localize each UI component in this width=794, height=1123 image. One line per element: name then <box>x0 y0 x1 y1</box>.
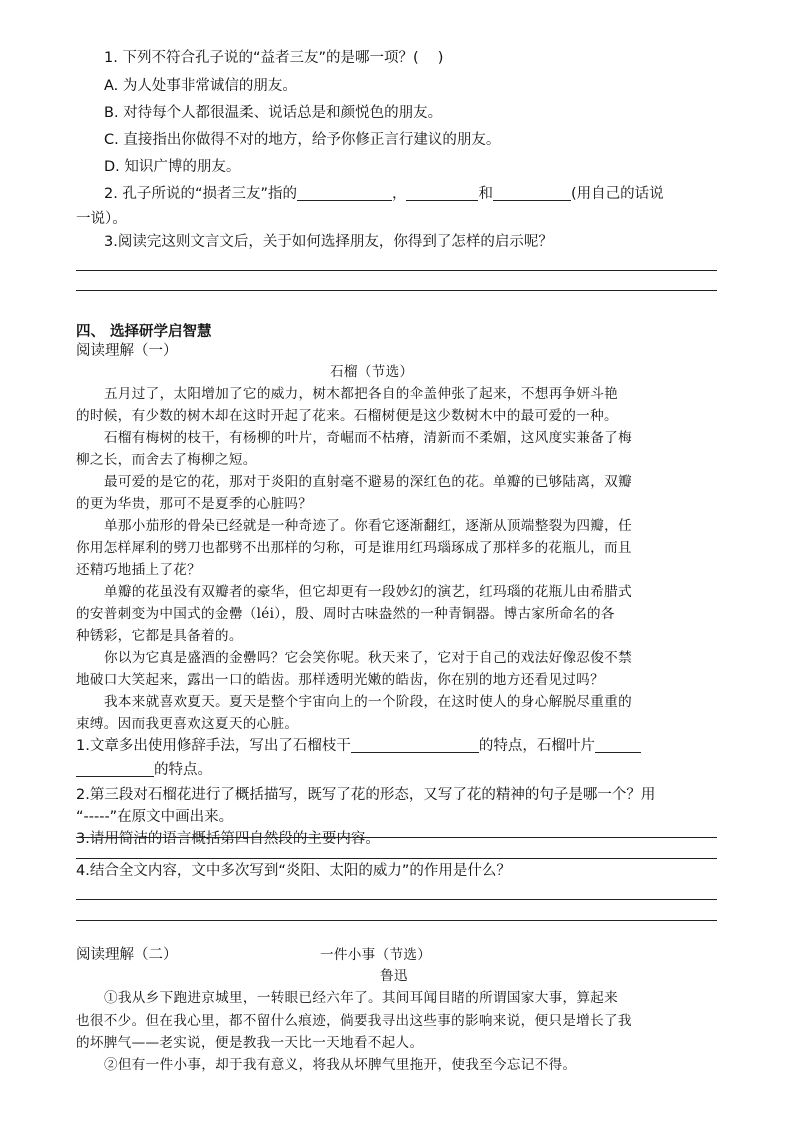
question-3: 3.阅读完这则文言文后，关于如何选择朋友，你得到了怎样的启示呢？ <box>104 234 553 250</box>
answer-blank-leaf-cont[interactable] <box>76 762 154 777</box>
passage-1-line: 地破口大笑起来，露出一口的皓齿。那样透明光嫩的皓齿，你在别的地方还看见过吗？ <box>76 672 604 688</box>
reading-2-title: 一件小事（节选） <box>320 947 432 963</box>
reading-1-question-2: 2.第三段对石榴花进行了概括描写，既写了花的形态，又写了花的精神的句子是哪一个？用 <box>76 787 656 803</box>
passage-1-line: 单那小茄形的骨朵已经就是一种奇迹了。你看它逐渐翻红，逐渐从顶端整裂为四瓣，任 <box>104 518 632 534</box>
passage-1-line: 的更为华贵，那可不是夏季的心脏吗？ <box>76 496 313 512</box>
option-d: D. 知识广博的朋友。 <box>104 159 241 175</box>
passage-1-line: 单瓣的花虽没有双瓣者的豪华，但它却更有一段妙幻的演艺，红玛瑙的花瓶儿由希腊式 <box>104 584 632 600</box>
passage-1-line: 的时候，有少数的树木却在这时开起了花来。石榴树便是这少数树木中的最可爱的一种。 <box>76 408 618 424</box>
reading-2-label: 阅读理解（二） <box>76 947 178 963</box>
answer-blank-2[interactable] <box>406 186 478 201</box>
answer-line[interactable] <box>76 270 717 271</box>
passage-1-line: 石榴有梅树的枝干，有杨柳的叶片，奇崛而不枯瘠，清新而不柔媚，这风度实兼备了梅 <box>104 430 632 446</box>
answer-line[interactable] <box>76 837 717 838</box>
option-c: C. 直接指出你做得不对的地方，给予你修正言行建议的朋友。 <box>104 132 501 148</box>
question-1: 1. 下列不符合孔子说的“益者三友”的是哪一项？( ) <box>104 50 444 66</box>
reading-1-question-1 <box>76 736 641 756</box>
answer-blank-leaf[interactable] <box>595 738 641 753</box>
passage-1-line: 还精巧地插上了花？ <box>76 562 202 578</box>
reading-1-question-4: 4.结合全文内容，文中多次写到“炎阳、太阳的威力”的作用是什么？ <box>76 863 511 879</box>
option-a: A. 为人处事非常诚信的朋友。 <box>104 78 297 94</box>
answer-line[interactable] <box>76 920 717 921</box>
reading-1-title: 石榴（节选） <box>330 364 414 380</box>
passage-1-line: 你以为它真是盛酒的金罍吗？它会笑你呢。秋天来了，它对于自己的戏法好像忍俊不禁 <box>104 650 632 666</box>
passage-1-line: 的安普刺变为中国式的金罍（léi），殷、周时古味盎然的一种青铜器。博古家所命名的各 <box>76 606 615 622</box>
question-2-prefix: 2. 孔子所说的“损者三友”指的 <box>104 186 297 202</box>
passage-1-line: 我本来就喜欢夏天。夏天是整个宇宙向上的一个阶段，在这时使人的身心解脱尽重重的 <box>104 694 632 710</box>
passage-1-line: 五月过了，太阳增加了它的威力，树木都把各自的伞盖伸张了起来，不想再争妍斗艳 <box>104 386 619 402</box>
passage-2-line: 的坏脾气——老实说，便是教我一天比一天地看不起人。 <box>76 1035 424 1051</box>
option-b: B. 对待每个人都很温柔、说话总是和颜悦色的朋友。 <box>104 105 443 121</box>
reading-1-question-3: 3.请用简洁的语言概括第四自然段的主要内容。 <box>76 831 380 847</box>
r1-q1-part-b: 的特点，石榴叶片 <box>478 738 595 754</box>
answer-line[interactable] <box>76 899 717 900</box>
section-heading: 四、 选择研学启智慧 <box>76 324 212 340</box>
question-2-suffix: (用自己的话说 <box>570 186 664 202</box>
answer-line[interactable] <box>76 290 717 291</box>
answer-blank-trunk[interactable] <box>351 738 479 753</box>
reading-1-label: 阅读理解（一） <box>76 343 178 359</box>
passage-1-line: 束缚。因而我更喜欢这夏天的心脏。 <box>76 716 299 732</box>
passage-2-line: 也很不少。但在我心里，都不留什么痕迹，倘要我寻出这些事的影响来说，便只是增长了我 <box>76 1013 632 1029</box>
question-2-continuation: 一说）。 <box>76 211 127 227</box>
passage-1-line: 柳之长，而舍去了梅柳之短。 <box>76 452 257 468</box>
reading-2-author: 鲁迅 <box>380 968 408 984</box>
question-2-sep2: 和 <box>478 186 493 202</box>
answer-line[interactable] <box>76 858 717 859</box>
answer-blank-1[interactable] <box>297 186 392 201</box>
passage-1-line: 你用怎样犀利的劈刀也都劈不出那样的匀称，可是谁用红玛瑙琢成了那样多的花瓶儿，而且 <box>76 540 632 556</box>
r1-q1-part-c: 的特点。 <box>154 762 212 778</box>
reading-1-question-2-cont: “-----”在原文中画出来。 <box>76 809 234 825</box>
question-2-sep1: ， <box>391 186 407 202</box>
r1-q1-part-a: 1.文章多出使用修辞手法，写出了石榴枝干 <box>76 738 351 754</box>
answer-blank-3[interactable] <box>493 186 571 201</box>
passage-1-line: 种锈彩，它都是具备着的。 <box>76 628 243 644</box>
passage-1-line: 最可爱的是它的花，那对于炎阳的直射毫不避易的深红色的花。单瓣的已够陆离，双瓣 <box>104 474 632 490</box>
passage-2-line: ①我从乡下跑进京城里，一转眼已经六年了。其间耳闻目睹的所谓国家大事，算起来 <box>104 990 619 1006</box>
question-2 <box>104 184 664 204</box>
reading-1-question-1-cont <box>76 760 212 780</box>
passage-2-line: ②但有一件小事，却于我有意义，将我从坏脾气里拖开，使我至今忘记不得。 <box>104 1057 577 1073</box>
